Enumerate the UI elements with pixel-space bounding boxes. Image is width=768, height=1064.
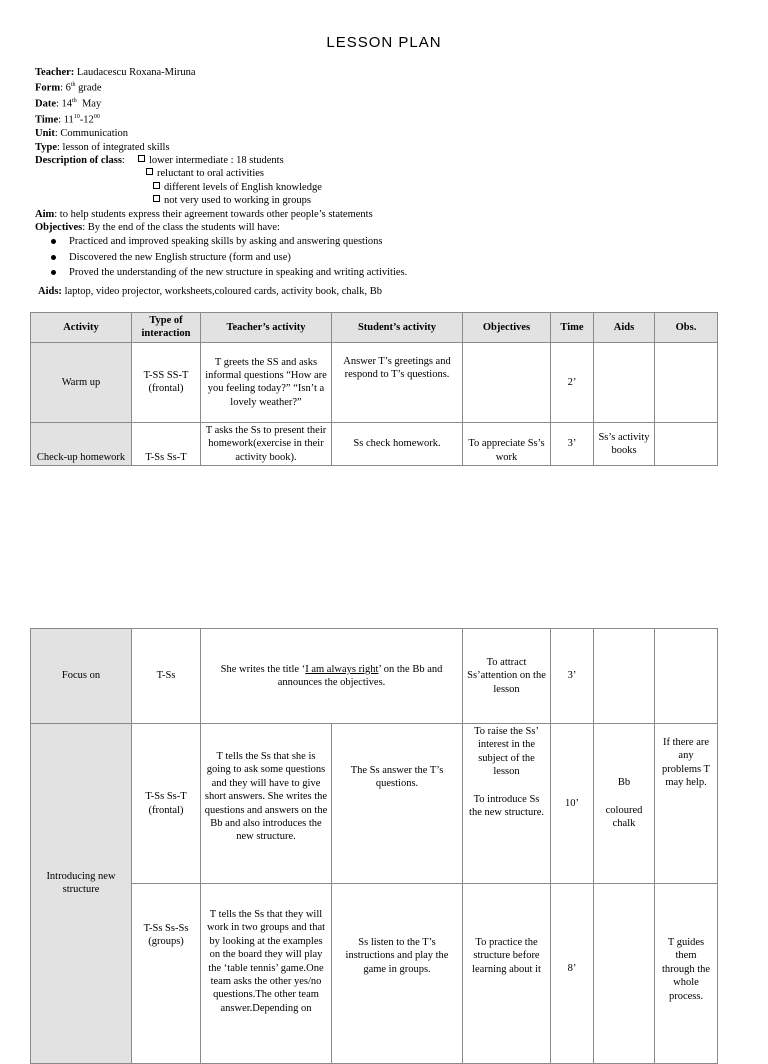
header-interaction: Type of interaction bbox=[132, 313, 201, 343]
header-activity: Activity bbox=[31, 313, 132, 343]
time-cell: 10’ bbox=[551, 724, 594, 884]
header-objectives: Objectives bbox=[463, 313, 551, 343]
form-number: 6 bbox=[65, 82, 71, 94]
description-item-row bbox=[35, 181, 735, 194]
obs-cell: T guides them through the whole process. bbox=[655, 884, 718, 1064]
objectives-label: Objectives bbox=[35, 221, 83, 233]
time-end: -12 bbox=[79, 114, 94, 126]
objective-item bbox=[35, 234, 735, 250]
bullet-icon bbox=[51, 239, 56, 244]
teacher-activity-cell: T tells the Ss that they will work in two groups and that by looking at the examples on the board they will play the ‘table tennis’ game.One team asks the other yes/no questions.The other team answer.Depending on bbox=[201, 884, 332, 1064]
type-label: Type bbox=[35, 141, 57, 153]
unit-row: Unit: Communication bbox=[35, 128, 129, 140]
unit-label: Unit bbox=[35, 128, 55, 140]
header-time: Time bbox=[551, 313, 594, 343]
obs-cell: If there are any problems T may help. bbox=[655, 724, 718, 884]
aim-row: Aim: to help students express their agreement towards other people’s statements bbox=[35, 208, 373, 220]
time-cell: 3’ bbox=[551, 629, 594, 724]
objective-item bbox=[35, 250, 735, 266]
interaction-cell: T-SS SS-T (frontal) bbox=[132, 342, 201, 422]
type-row: Type: lesson of integrated skills bbox=[35, 141, 170, 153]
header-aids: Aids bbox=[594, 313, 655, 343]
date-suffix: th bbox=[72, 98, 77, 105]
aids-cell bbox=[594, 724, 655, 884]
description-item: different levels of English knowledge bbox=[164, 181, 322, 193]
aids-cell bbox=[594, 629, 655, 724]
square-bullet-icon bbox=[138, 155, 145, 162]
objective-text: Practiced and improved speaking skills by asking and answering questions bbox=[69, 236, 383, 248]
date-label: Date bbox=[35, 98, 56, 110]
objectives-row: Objectives: By the end of the class the students will have: bbox=[35, 221, 280, 233]
aim-label: Aim bbox=[35, 208, 55, 220]
objectives-cell bbox=[463, 724, 551, 884]
activity-cell: Focus on bbox=[31, 629, 132, 724]
objectives-cell bbox=[463, 342, 551, 422]
objectives-cell: To appreciate Ss’s work bbox=[463, 422, 551, 465]
aids-label: Aids: bbox=[38, 286, 62, 297]
unit-value: Communication bbox=[60, 128, 129, 140]
page-title: LESSON PLAN bbox=[326, 34, 442, 51]
objectives-list bbox=[35, 234, 735, 281]
description-item: reluctant to oral activities bbox=[157, 168, 264, 180]
time-label: Time bbox=[35, 114, 59, 126]
teacher-row bbox=[35, 66, 735, 79]
aids-text: Bb bbox=[617, 777, 631, 789]
teacher-activity-cell: T asks the Ss to present their homework(exercise in their activity book). bbox=[201, 422, 332, 465]
date-row: Date: 14th May bbox=[35, 98, 102, 110]
time-end-minutes: 00 bbox=[93, 114, 100, 121]
description-item: lower intermediate : 18 students bbox=[148, 154, 284, 166]
type-value: lesson of integrated skills bbox=[62, 141, 170, 153]
objective-text: Proved the understanding of the new structure in speaking and writing activities. bbox=[69, 267, 408, 279]
objective-text: Discovered the new English structure (form and use) bbox=[69, 251, 291, 263]
objective-text: To raise the Ss’ interest in the subject of the lesson bbox=[474, 726, 539, 778]
interaction-cell: T-Ss Ss-T (frontal) bbox=[132, 724, 201, 884]
objective-text: To introduce Ss the new structure. bbox=[469, 793, 544, 819]
description-row: Description of class: lower intermediate : 18 students bbox=[35, 154, 284, 166]
bullet-icon bbox=[51, 255, 56, 260]
obs-cell bbox=[655, 422, 718, 465]
lesson-info bbox=[35, 66, 735, 281]
interaction-cell: T-Ss Ss-T bbox=[132, 422, 201, 465]
objectives-intro: By the end of the class the students will have: bbox=[87, 221, 280, 233]
description-item-row bbox=[35, 167, 735, 180]
teacher-text-after: ’ on the Bb and announces the objectives. bbox=[277, 663, 443, 688]
interaction-cell: T-Ss Ss-Ss (groups) bbox=[132, 884, 201, 1064]
interaction-cell: T-Ss bbox=[132, 629, 201, 724]
activity-cell: Introducing new structure bbox=[31, 724, 132, 1064]
teacher-activity-cell: T tells the Ss that she is going to ask some questions and they will have to give short answers. She writes the questions and answers on the Bb and also introduces the new structure. bbox=[201, 724, 332, 884]
activity-cell: Warm up bbox=[31, 342, 132, 422]
table-row-check-up bbox=[31, 422, 718, 465]
teacher-label: Teacher: bbox=[35, 67, 75, 78]
objectives-cell: To practice the structure before learning about it bbox=[463, 884, 551, 1064]
aids-cell: Ss’s activity books bbox=[594, 422, 655, 465]
teacher-activity-cell: T greets the SS and asks informal questions “How are you feeling today?” “Isn’t a lovely weather?” bbox=[201, 342, 332, 422]
square-bullet-icon bbox=[153, 195, 160, 202]
student-activity-cell: Answer T’s greetings and respond to T’s questions. bbox=[332, 342, 463, 422]
lesson-title-underlined: I am always right bbox=[305, 663, 379, 675]
student-activity-cell: Ss listen to the T’s instructions and play the game in groups. bbox=[332, 884, 463, 1064]
time-cell: 3’ bbox=[551, 422, 594, 465]
form-suffix: th bbox=[70, 82, 76, 89]
table-row-warm-up bbox=[31, 342, 718, 422]
objective-item bbox=[35, 265, 735, 281]
time-row: Time: $11^{10}-12^{00}$ bbox=[35, 114, 100, 126]
description-label: Description of class bbox=[35, 154, 122, 166]
time-cell: 2’ bbox=[551, 342, 594, 422]
date-month: May bbox=[81, 98, 102, 110]
header-obs: Obs. bbox=[655, 313, 718, 343]
table-header-row bbox=[31, 313, 718, 343]
objectives-cell: To attract Ss’attention on the lesson bbox=[463, 629, 551, 724]
lesson-table-part-1 bbox=[30, 312, 718, 466]
form-row: Form: 6th grade bbox=[35, 82, 102, 94]
aids-text: coloured chalk bbox=[605, 804, 643, 830]
time-start-minutes: 10 bbox=[73, 114, 80, 121]
square-bullet-icon bbox=[146, 168, 153, 175]
date-number: 14 bbox=[61, 98, 73, 110]
student-activity-cell: Ss check homework. bbox=[332, 422, 463, 465]
form-label: Form bbox=[35, 82, 61, 94]
description-item-row bbox=[35, 194, 735, 207]
activity-cell: Check-up homework bbox=[31, 422, 132, 465]
table-row-introducing-1 bbox=[31, 724, 718, 884]
teacher-value: Laudacescu Roxana-Miruna bbox=[76, 67, 196, 78]
student-activity-cell: The Ss answer the T’s questions. bbox=[332, 724, 463, 884]
obs-cell bbox=[655, 629, 718, 724]
time-cell: 8’ bbox=[551, 884, 594, 1064]
header-student-activity: Student’s activity bbox=[332, 313, 463, 343]
table-row-focus-on bbox=[31, 629, 718, 724]
square-bullet-icon bbox=[153, 182, 160, 189]
description-item: not very used to working in groups bbox=[164, 195, 311, 207]
teacher-activity-cell bbox=[201, 629, 463, 724]
form-rest: grade bbox=[78, 82, 102, 94]
time-start: 11 bbox=[63, 114, 74, 126]
bullet-icon bbox=[51, 270, 56, 275]
header-teacher-activity: Teacher’s activity bbox=[201, 313, 332, 343]
aids-value: laptop, video projector, worksheets,coloured cards, activity book, chalk, Bb bbox=[64, 286, 382, 297]
aim-value: to help students express their agreement towards other people’s statements bbox=[59, 208, 373, 220]
aids-cell bbox=[594, 884, 655, 1064]
aids-row bbox=[38, 286, 382, 297]
aids-cell bbox=[594, 342, 655, 422]
lesson-table-part-2 bbox=[30, 628, 718, 1064]
teacher-text-before: She writes the title ‘ bbox=[220, 663, 306, 675]
obs-cell bbox=[655, 342, 718, 422]
table-row-introducing-2 bbox=[31, 884, 718, 1064]
